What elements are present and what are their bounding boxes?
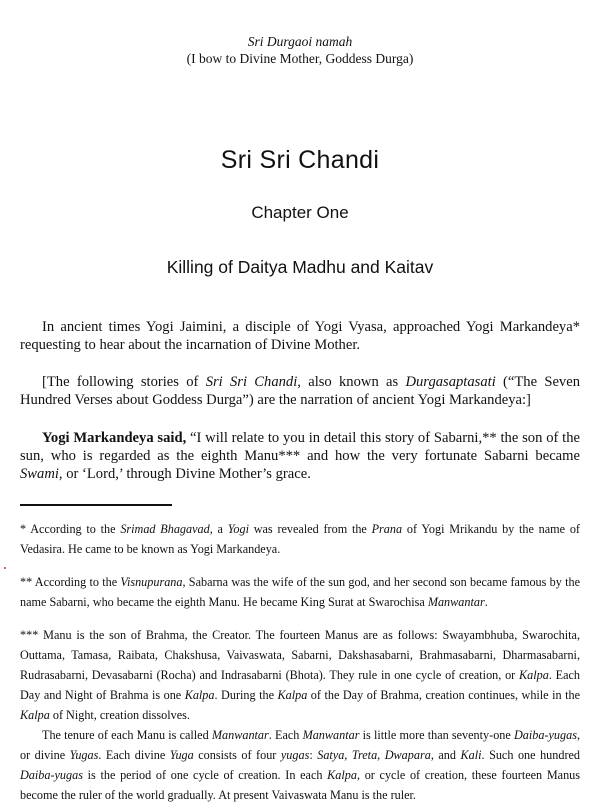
- text-run: of the Day of Brahma, creation continues, while in the: [307, 688, 580, 702]
- text-run: ,: [344, 748, 352, 762]
- text-run-italic: Swami: [20, 466, 59, 482]
- footnote-2: [20, 572, 580, 612]
- paragraph-3: [20, 429, 580, 483]
- text-run-italic: Kalpa: [184, 688, 215, 702]
- text-run: consists of four: [193, 748, 281, 762]
- text-run: of Night, creation dissolves.: [49, 708, 190, 722]
- text-run-italic: Yugas: [69, 748, 99, 762]
- text-run-italic: Kali: [460, 748, 482, 762]
- text-run: ,: [377, 748, 385, 762]
- text-run: is the period of one cycle of creation. In each: [82, 768, 328, 782]
- text-run: , and: [430, 748, 461, 762]
- text-run-italic: Durgasaptasati: [405, 374, 496, 390]
- text-run: . Each Day and Night of Brahma is one: [20, 668, 580, 702]
- text-run-italic: Kalpa: [519, 668, 549, 682]
- text-run-italic: Daiba-yugas: [513, 728, 577, 742]
- text-run: The tenure of each Manu is called: [42, 728, 212, 742]
- invocation: [0, 33, 600, 67]
- text-run-italic: Manwantar: [211, 728, 269, 742]
- text-run: [The following stories of: [42, 374, 206, 390]
- text-run: “I will relate to you in detail this story of Sabarni,** the son of the sun, who is regarded as the eighth Manu*** and how the very fortunate Sabarni became: [20, 430, 580, 464]
- text-run-italic: yugas: [280, 748, 310, 762]
- footnote-divider: [20, 504, 172, 506]
- text-run: , a: [209, 522, 228, 536]
- text-run: is little more than seventy-one: [359, 728, 514, 742]
- invocation-line-2: (I bow to Divine Mother, Goddess Durga): [186, 51, 414, 66]
- chapter-heading: Chapter One: [251, 203, 349, 222]
- text-run-italic: Daiba-yugas: [20, 768, 83, 782]
- margin-mark: [4, 567, 6, 569]
- footnote-3: [20, 625, 580, 805]
- text-run: was revealed from the: [248, 522, 372, 536]
- text-run: of Yogi Mrikandu by the name of Vedasira. He came to be known as Yogi Markandeya.: [20, 522, 580, 556]
- text-run-italic: Sri Sri Chandi: [205, 374, 298, 390]
- footnote-1-text: [20, 519, 580, 559]
- text-run-italic: Treta: [351, 748, 378, 762]
- text-run-italic: Visnupurana: [120, 575, 183, 589]
- text-run: . Such one hundred: [481, 748, 581, 762]
- text-run: * According to the: [20, 522, 121, 536]
- footnote-2-text: [20, 572, 580, 612]
- text-run-italic: Kalpa: [277, 688, 308, 702]
- text-run-italic: Kalpa: [20, 708, 50, 722]
- text-run-italic: Kalpa: [327, 768, 357, 782]
- text-run: , or divine: [20, 728, 580, 762]
- text-run: , Sabarna was the wife of the sun god, and her second son became famous by the name Sabarni, who became the eighth Manu. He became King Surat at Swarochisa: [20, 575, 580, 609]
- paragraph-2-text: [20, 373, 580, 409]
- text-run: . Each: [268, 728, 303, 742]
- text-run: *** Manu is the son of Brahma, the Creator. The fourteen Manus are as follows: Swayambhuba, Swarochita, Outtama, Tamasa, Raibata, Chakshusa, Vaivaswata, Sabarni, Dakshasabarni, Brahmasabarni, Dharmasabarni, Rudrasabarni, Devasabarni (Rocha) and Indrasabarni (Bhota). They rule in one cycle of creation, or: [20, 628, 580, 682]
- paragraph-3-text: [20, 429, 580, 483]
- chapter-subtitle: Killing of Daitya Madhu and Kaitav: [166, 257, 434, 277]
- text-run-italic: Dwapara: [384, 748, 431, 762]
- text-run: , also known as: [297, 374, 406, 390]
- text-run: (“The Seven Hundred Verses about Goddess Durga”) are the narration of ancient Yogi Markandeya:]: [20, 374, 581, 408]
- paragraph-2: [20, 373, 580, 409]
- speaker-label: Yogi Markandeya said,: [42, 430, 187, 446]
- text-run: , or cycle of creation, these fourteen Manus become the ruler of the world gradually. At present Vaivaswata Manu is the ruler.: [20, 768, 580, 802]
- paragraph-1: [20, 318, 580, 354]
- paragraph-1-text: In ancient times Yogi Jaimini, a disciple of Yogi Vyasa, approached Yogi Markandeya* requesting to hear about the incarnation of Divine Mother.: [20, 319, 580, 353]
- invocation-line-1: Sri Durgaoi namah: [247, 34, 353, 49]
- footnote-1: [20, 519, 580, 559]
- text-run-italic: Yogi: [227, 522, 249, 536]
- page-title: Sri Sri Chandi: [220, 146, 380, 174]
- text-run-italic: Manwantar: [427, 595, 485, 609]
- text-run: :: [309, 748, 318, 762]
- footnote-3-continuation: [20, 725, 580, 805]
- text-run-italic: Srimad Bhagavad: [120, 522, 210, 536]
- text-run: ** According to the: [20, 575, 121, 589]
- text-run: . Each divine: [98, 748, 170, 762]
- text-run-italic: Yuga: [169, 748, 194, 762]
- text-run-italic: Prana: [371, 522, 403, 536]
- text-run: . During the: [214, 688, 278, 702]
- text-run: , or ‘Lord,’ through Divine Mother’s grace.: [58, 466, 311, 482]
- text-run-italic: Manwantar: [302, 728, 360, 742]
- text-run: .: [484, 595, 488, 609]
- text-run-italic: Satya: [317, 748, 345, 762]
- footnote-3-text: [20, 625, 580, 725]
